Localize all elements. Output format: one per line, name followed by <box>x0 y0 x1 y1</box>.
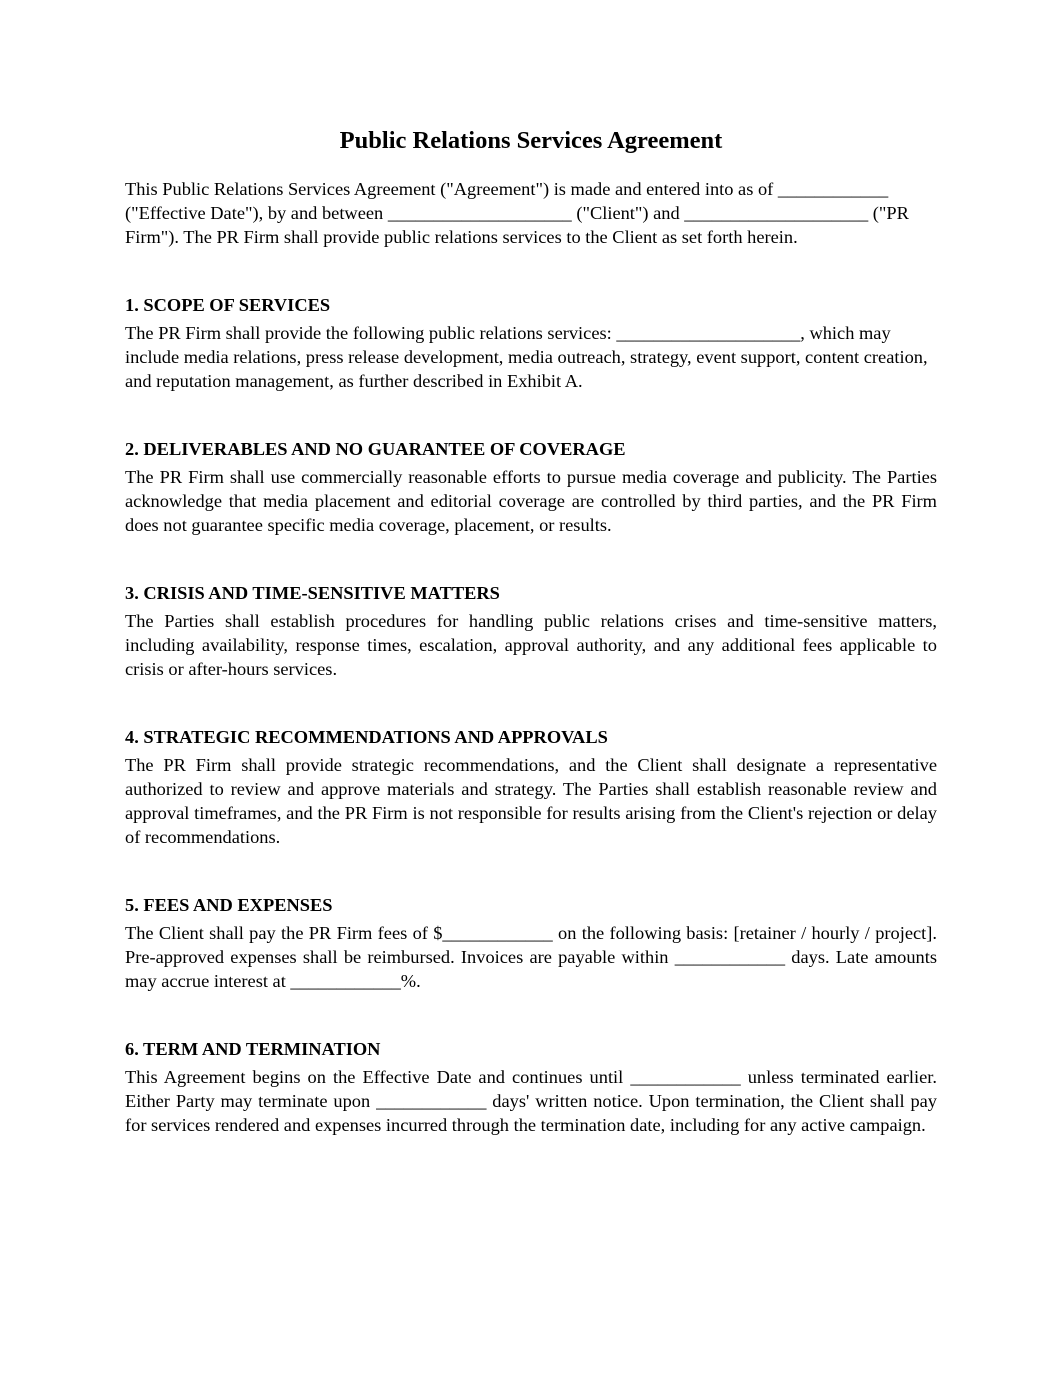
section-body: This Agreement begins on the Effective Date and continues until ____________ unless terminated earlier. Either Party may terminate upon ____________ days' written notice. Upon termination, the Client shall pay for services rendered and expenses incurred through the termination date, including for any active campaign. <box>125 1067 937 1135</box>
section-fees-and-expenses <box>125 893 937 993</box>
section-body: The Client shall pay the PR Firm fees of $____________ on the following basis: [retainer / hourly / project]. Pre-approved expenses shall be reimbursed. Invoices are payable within ____________ days. Late amounts may accrue interest at ____________%. <box>125 923 937 991</box>
section-heading: 2. DELIVERABLES AND NO GUARANTEE OF COVERAGE <box>125 439 626 459</box>
section-scope-of-services <box>125 293 937 393</box>
section-body: The PR Firm shall use commercially reasonable efforts to pursue media coverage and publicity. The Parties acknowledge that media placement and editorial coverage are controlled by third parties, and the PR Firm does not guarantee specific media coverage, placement, or results. <box>125 467 937 535</box>
section-term-and-termination <box>125 1037 937 1137</box>
section-body: The PR Firm shall provide the following public relations services: ____________________, which may include media relations, press release development, media outreach, strategy, event support, content creation, and reputation management, as further described in Exhibit A. <box>125 323 928 391</box>
section-heading: 5. FEES AND EXPENSES <box>125 895 333 915</box>
document-page <box>125 124 937 1137</box>
section-heading: 4. STRATEGIC RECOMMENDATIONS AND APPROVALS <box>125 727 608 747</box>
section-crisis-matters <box>125 581 937 681</box>
intro-paragraph: This Public Relations Services Agreement ("Agreement") is made and entered into as of ____________ ("Effective Date"), by and between ____________________ ("Client") and ____________________ ("PR Firm"). The PR Firm shall provide public relations services to the Client as set forth herein. <box>125 179 909 247</box>
section-body: The Parties shall establish procedures for handling public relations crises and time-sensitive matters, including availability, response times, escalation, approval authority, and any additional fees applicable to crisis or after-hours services. <box>125 611 937 679</box>
document-title: Public Relations Services Agreement <box>339 127 723 154</box>
section-body: The PR Firm shall provide strategic recommendations, and the Client shall designate a representative authorized to review and approve materials and strategy. The Parties shall establish reasonable review and approval timeframes, and the PR Firm is not responsible for results arising from the Client's rejection or delay of recommendations. <box>125 755 937 847</box>
section-heading: 1. SCOPE OF SERVICES <box>125 295 331 315</box>
section-heading: 6. TERM AND TERMINATION <box>125 1039 381 1059</box>
section-heading: 3. CRISIS AND TIME-SENSITIVE MATTERS <box>125 583 500 603</box>
section-deliverables <box>125 437 937 537</box>
section-strategic-recommendations <box>125 725 937 849</box>
